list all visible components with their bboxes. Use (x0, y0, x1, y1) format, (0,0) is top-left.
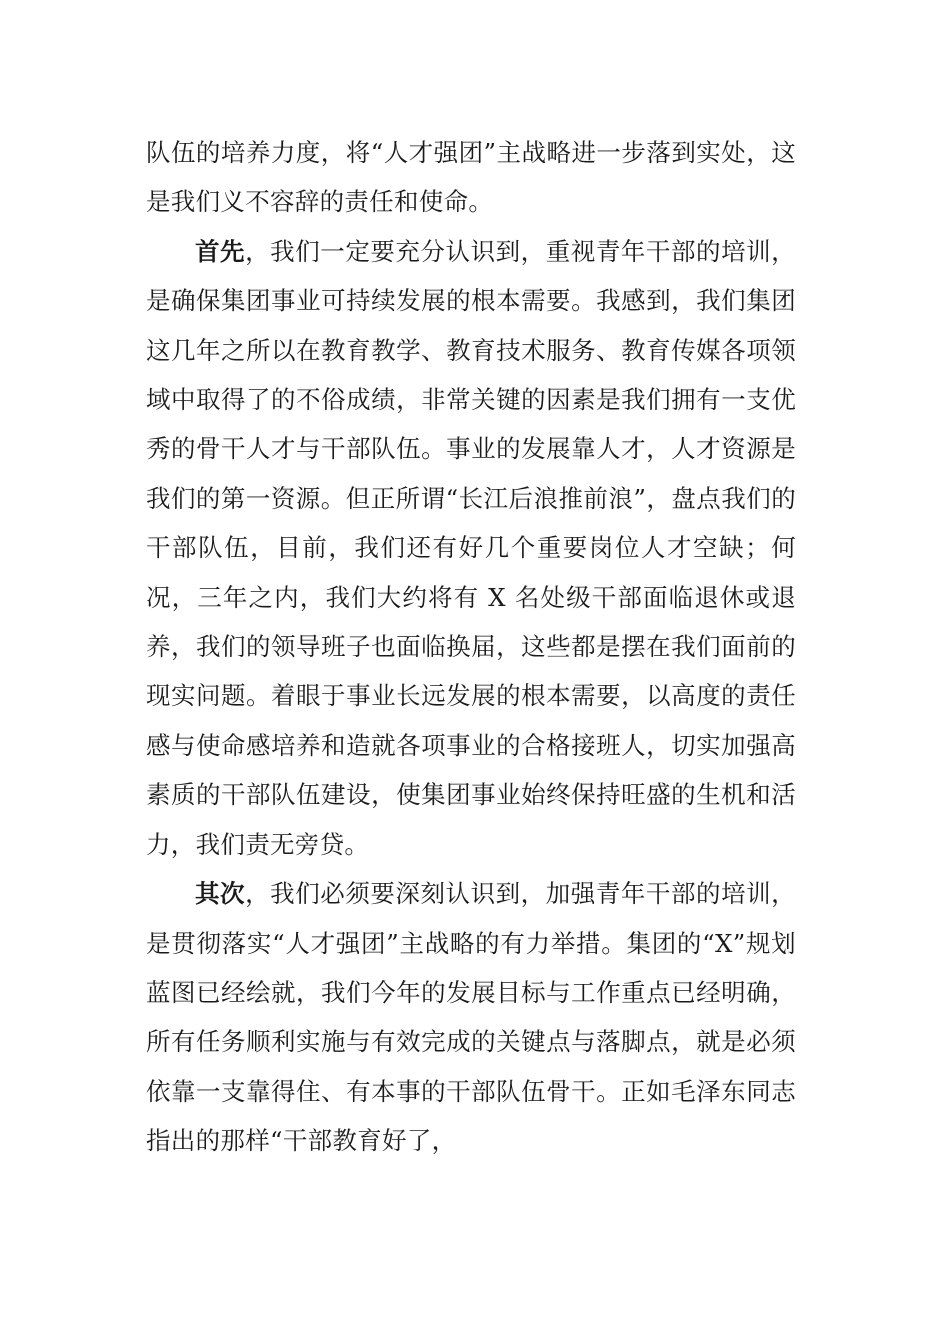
paragraph-second (146, 869, 796, 1165)
body-text (146, 128, 796, 1166)
paragraph-text: 队伍的培养力度，将“人才强团”主战略进一步落到实处，这是我们义不容辞的责任和使命。 (146, 138, 796, 217)
paragraph-first (146, 227, 796, 869)
paragraph-lead: 其次 (195, 879, 246, 909)
paragraph-lead: 首先 (195, 236, 246, 266)
paragraph-continuation (146, 128, 796, 227)
paragraph-text: ，我们必须要深刻认识到，加强青年干部的培训，是贯彻落实“人才强团”主战略的有力举措。集团的“X”规划蓝图已经绘就，我们今年的发展目标与工作重点已经明确，所有任务顺利实施与有效完成的关键点与落脚点，就是必须依靠一支靠得住、有本事的干部队伍骨干。正如毛泽东同志指出的那样“干部教育好了， (146, 879, 796, 1156)
paragraph-text: ，我们一定要充分认识到，重视青年干部的培训，是确保集团事业可持续发展的根本需要。我感到，我们集团这几年之所以在教育教学、教育技术服务、教育传媒各项领域中取得了的不俗成绩，非常关键的因素是我们拥有一支优秀的骨干人才与干部队伍。事业的发展靠人才，人才资源是我们的第一资源。但正所谓“长江后浪推前浪”，盘点我们的干部队伍，目前，我们还有好几个重要岗位人才空缺；何况，三年之内，我们大约将有 X 名处级干部面临退休或退养，我们的领导班子也面临换届，这些都是摆在我们面前的现实问题。着眼于事业长远发展的根本需要，以高度的责任感与使命感培养和造就各项事业的合格接班人，切实加强高素质的干部队伍建设，使集团事业始终保持旺盛的生机和活力，我们责无旁贷。 (146, 236, 796, 859)
